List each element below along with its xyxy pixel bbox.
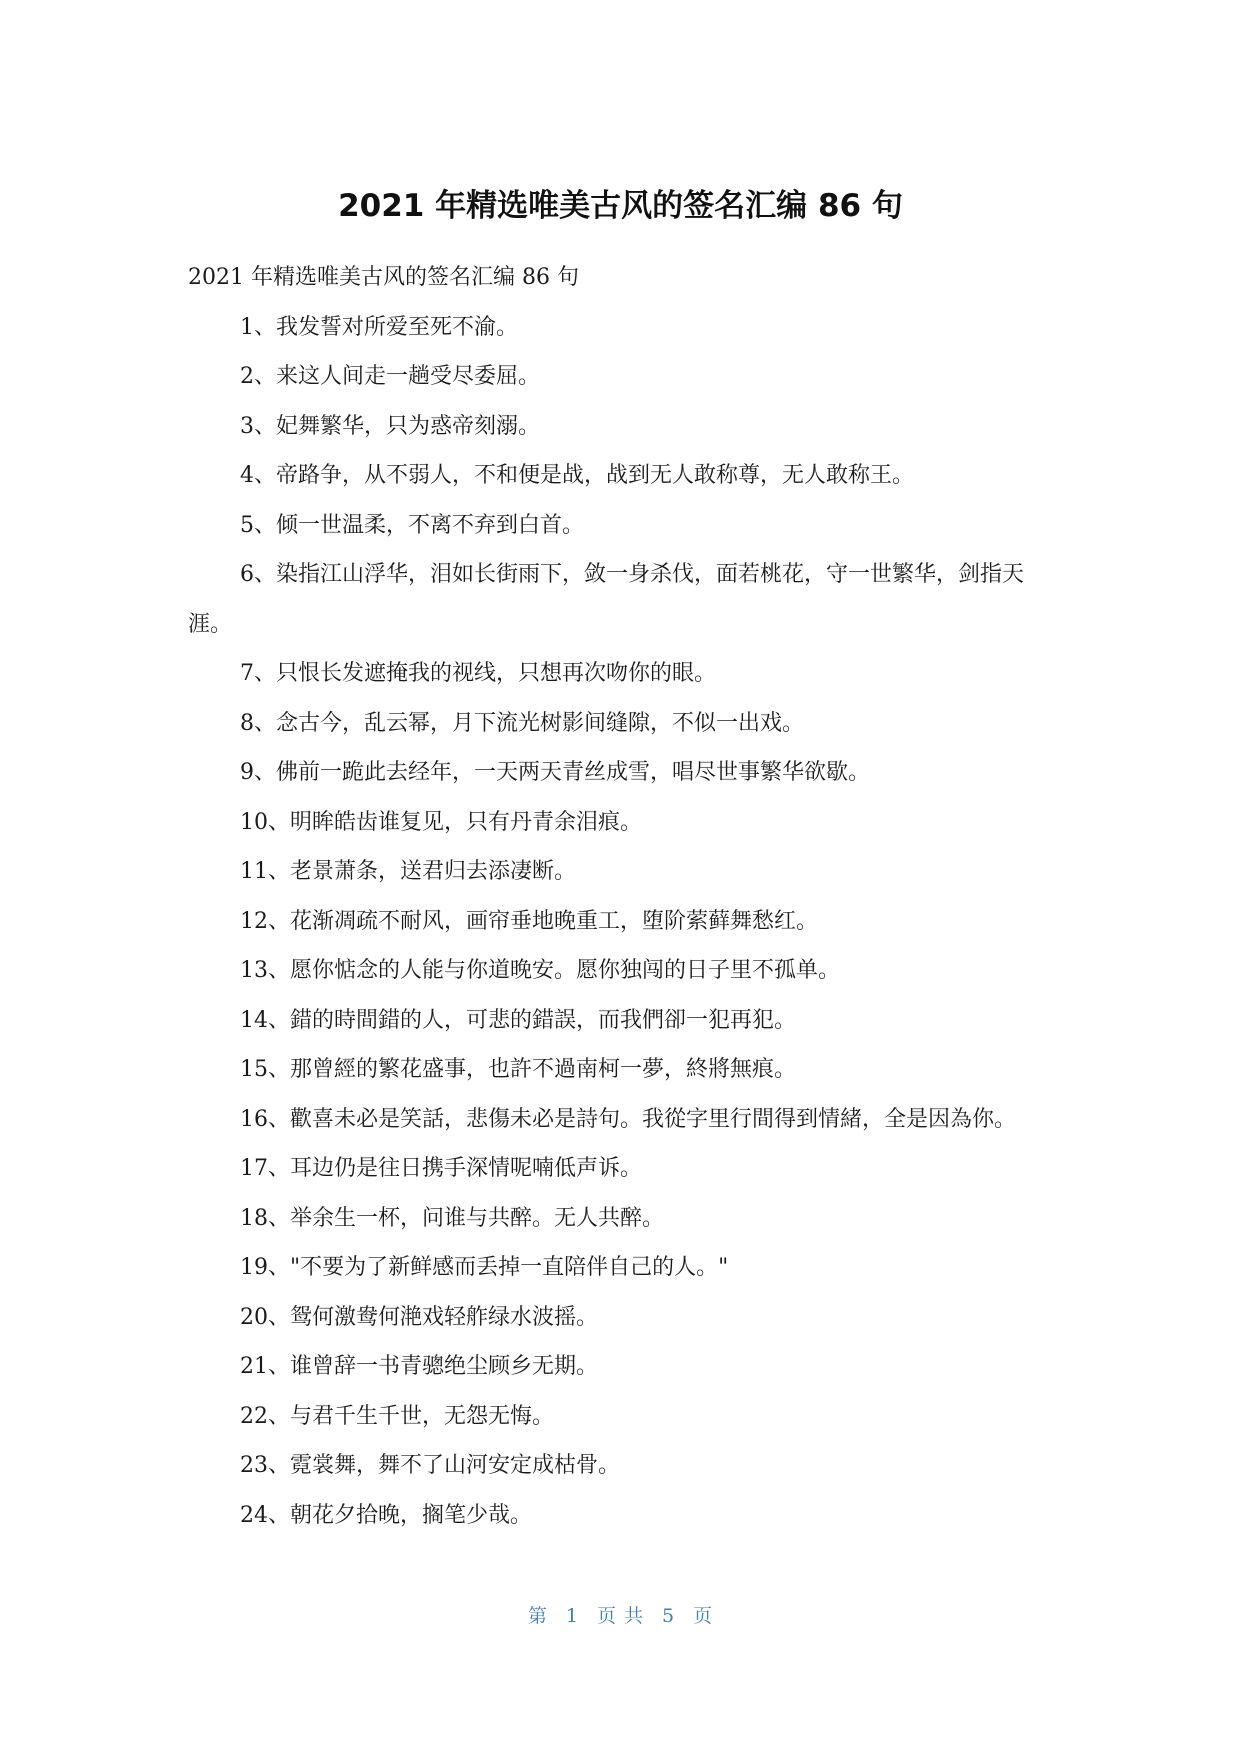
list-item: 16、歡喜未必是笑話，悲傷未必是詩句。我從字里行間得到情緒，全是因為你。 [240, 1106, 1016, 1132]
list-item: 3、妃舞繁华，只为惑帝刻溺。 [240, 413, 540, 439]
page-total: 5 [662, 1605, 676, 1627]
list-item: 19、"不要为了新鲜感而丢掉一直陪伴自己的人。" [240, 1255, 729, 1280]
list-item: 8、念古今，乱云幂，月下流光树影间缝隙，不似一出戏。 [240, 710, 804, 736]
list-item: 23、霓裳舞，舞不了山河安定成枯骨。 [240, 1453, 620, 1478]
list-item: 13、愿你惦念的人能与你道晚安。愿你独闯的日子里不孤单。 [240, 958, 840, 983]
document-body [188, 253, 1058, 1540]
list-item: 10、明眸皓齿谁复见，只有丹青余泪痕。 [240, 809, 642, 835]
list-item: 24、朝花夕拾晚，搁笔少哉。 [240, 1502, 532, 1528]
list-item: 9、佛前一跪此去经年，一天两天青丝成雪，唱尽世事繁华欲歇。 [240, 760, 870, 785]
list-item: 12、花渐凋疏不耐风，画帘垂地晚重工，堕阶萦藓舞愁红。 [240, 908, 818, 934]
list-item: 17、耳边仍是往日携手深情呢喃低声诉。 [240, 1156, 642, 1181]
list-item: 5、倾一世温柔，不离不弃到白首。 [240, 512, 584, 538]
page-mid: 页 共 [596, 1605, 645, 1627]
page-current: 1 [565, 1605, 579, 1627]
document-subtitle: 2021 年精选唯美古风的签名汇编 86 句 [188, 265, 579, 290]
list-item: 20、鸳何激鸯何滟戏轻舴绿水波摇。 [240, 1304, 598, 1330]
list-item: 6、染指江山浮华，泪如长街雨下，敛一身杀伐，面若桃花，守一世繁华，剑指天涯。 [188, 562, 1024, 637]
list-item: 18、举余生一杯，问谁与共醉。无人共醉。 [240, 1205, 664, 1231]
list-item: 11、老景萧条，送君归去添凄断。 [240, 859, 576, 884]
list-item: 22、与君千生千世，无怨无悔。 [240, 1403, 554, 1429]
page-suffix: 页 [693, 1605, 714, 1627]
list-item: 21、谁曾辞一书青骢绝尘顾乡无期。 [240, 1354, 598, 1379]
list-item: 14、錯的時間錯的人，可悲的錯誤，而我們卻一犯再犯。 [240, 1007, 796, 1033]
page-footer [0, 1603, 1241, 1629]
list-item: 7、只恨长发遮掩我的视线，只想再次吻你的眼。 [240, 661, 716, 686]
page-label: 第 [527, 1605, 548, 1627]
list-item: 2、来这人间走一趟受尽委屈。 [240, 364, 540, 389]
list-item: 1、我发誓对所爱至死不渝。 [240, 314, 518, 340]
document-title: 2021 年精选唯美古风的签名汇编 86 句 [338, 188, 903, 224]
list-item: 15、那曾經的繁花盛事，也許不過南柯一夢，終將無痕。 [240, 1057, 796, 1082]
list-item: 4、帝路争，从不弱人，不和便是战，战到无人敢称尊，无人敢称王。 [240, 463, 914, 488]
